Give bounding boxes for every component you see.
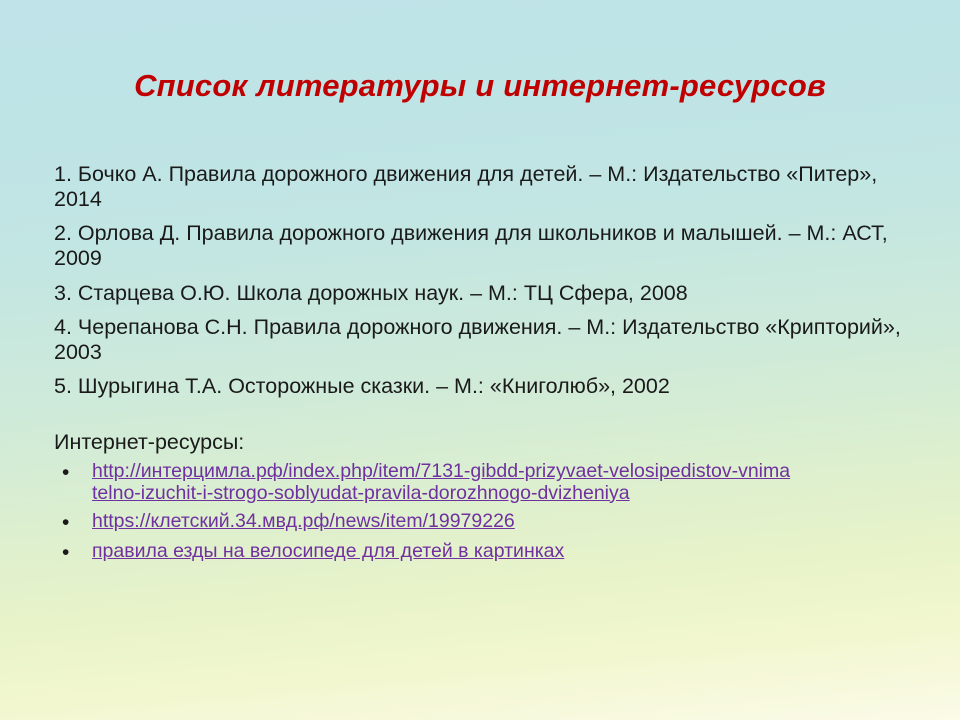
bullet-icon: • — [62, 541, 70, 565]
bullet-icon: • — [62, 461, 70, 485]
page-title: Список литературы и интернет-ресурсов — [134, 68, 826, 103]
internet-links-list — [54, 461, 914, 564]
reference-item: 4. Черепанова С.Н. Правила дорожного движения. – М.: Издательство «Крипторий», 2003 — [54, 314, 907, 364]
slide-body — [54, 162, 914, 571]
resource-link[interactable]: https://клетский.34.мвд.рф/news/item/19979226 — [92, 510, 515, 533]
list-item — [54, 541, 914, 564]
resource-link[interactable]: http://интерцимла.рф/index.php/item/7131-gibdd-prizyvaet-velosipedistov-vnimatelno-izuchit-i-strogo-soblyudat-pravila-dorozhnogo-dvizheniya — [92, 460, 791, 504]
list-item — [54, 511, 914, 534]
internet-resources-label: Интернет-ресурсы: — [54, 430, 245, 455]
reference-item: 2. Орлова Д. Правила дорожного движения для школьников и малышей. – М.: АСТ, 2009 — [54, 221, 894, 271]
list-item — [54, 461, 914, 504]
reference-item: 1. Бочко А. Правила дорожного движения для детей. – М.: Издательство «Питер», 2014 — [54, 162, 884, 212]
reference-item: 3. Старцева О.Ю. Школа дорожных наук. – М.: ТЦ Сфера, 2008 — [54, 280, 688, 305]
section-spacer — [54, 408, 914, 430]
bullet-icon: • — [62, 511, 70, 535]
reference-item: 5. Шурыгина Т.А. Осторожные сказки. – М.: «Книголюб», 2002 — [54, 373, 670, 398]
resource-link[interactable]: правила езды на велосипеде для детей в картинках — [92, 540, 565, 563]
